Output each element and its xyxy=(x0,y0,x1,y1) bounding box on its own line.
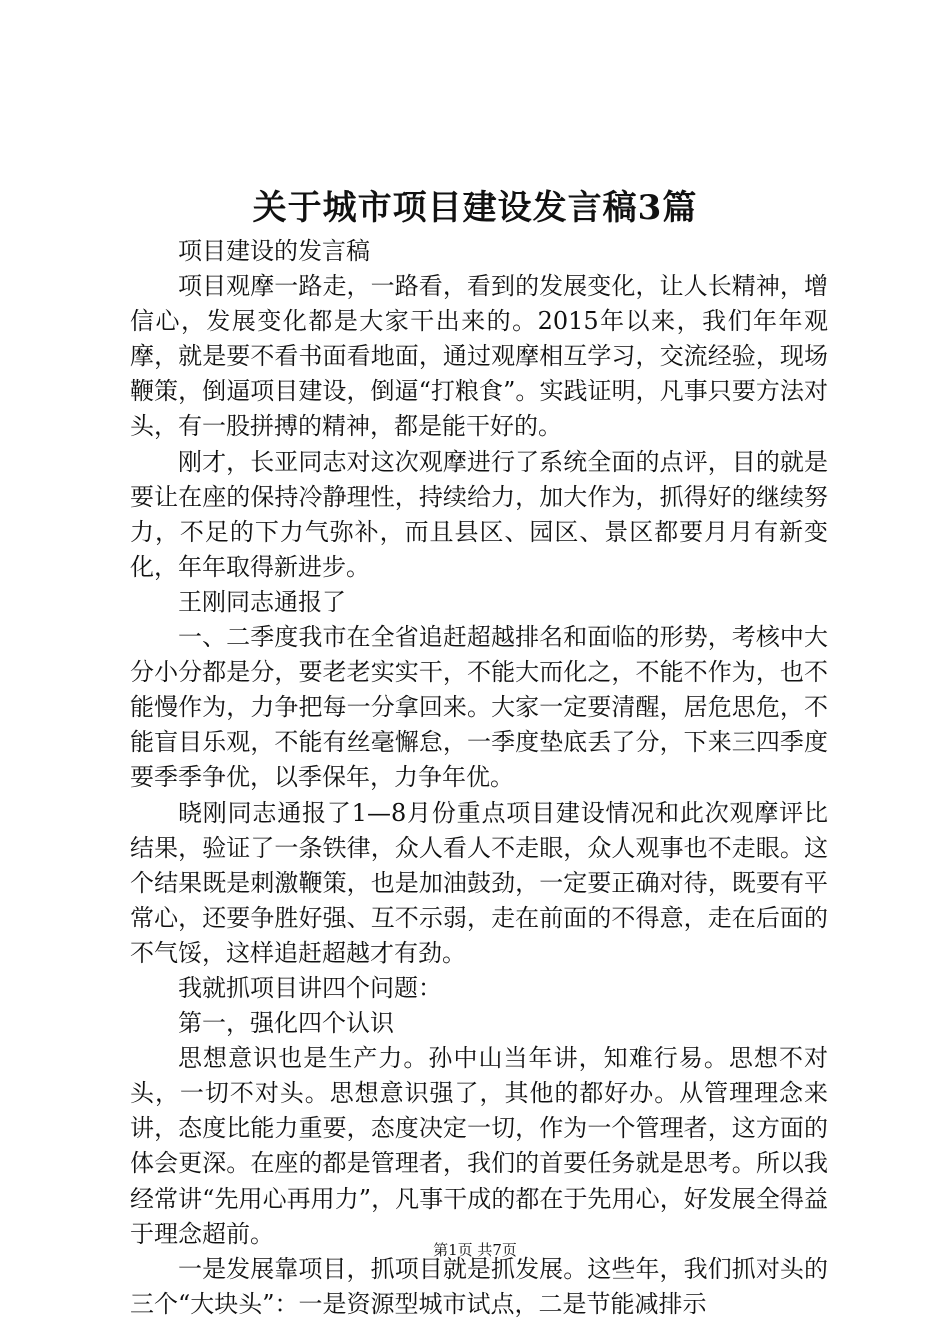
paragraph: 项目建设的发言稿 xyxy=(178,237,370,265)
paragraph: 思想意识也是生产力。孙中山当年讲，知难行易。思想不对头，一切不对头。思想意识强了，其他的都好办。从管理理念来讲，态度比能力重要，态度决定一切，作为一个管理者，这方面的体会更深。在座的都是管理者，我们的首要任务就是思考。所以我经常讲“先用心再用力”，凡事干成的都在于先用心，好发展全得益于理念超前。 xyxy=(130,1044,828,1248)
paragraph: 第一，强化四个认识 xyxy=(178,1009,394,1038)
document-body xyxy=(130,234,828,1322)
paragraph: 王刚同志通报了 xyxy=(178,587,346,616)
paragraph: 一、二季度我市在全省追赶超越排名和面临的形势，考核中大分小分都是分，要老老实实干，不能大而化之，不能不作为，也不能慢作为，力争把每一分拿回来。大家一定要清醒，居危思危，不能盲目乐观，不能有丝毫懈怠，一季度垫底丢了分，下来三四季度要季季争优，以季保年，力争年优。 xyxy=(130,623,828,792)
document-title: 关于城市项目建设发言稿3篇 xyxy=(252,188,698,228)
paragraph: 一是发展靠项目，抓项目就是抓发展。这些年，我们抓对头的三个“大块头”：一是资源型城市试点，二是节能减排示 xyxy=(130,1254,828,1318)
page-footer: 第1页 共7页 xyxy=(433,1241,517,1259)
paragraph: 我就抓项目讲四个问题： xyxy=(178,973,442,1002)
paragraph: 项目观摩一路走，一路看，看到的发展变化，让人长精神，增信心，发展变化都是大家干出来的。2015年以来，我们年年观摩，就是要不看书面看地面，通过观摩相互学习，交流经验，现场鞭策，倒逼项目建设，倒逼“打粮食”。实践证明，凡事只要方法对头，有一股拼搏的精神，都是能干好的。 xyxy=(130,272,828,441)
paragraph: 刚才，长亚同志对这次观摩进行了系统全面的点评，目的就是要让在座的保持冷静理性，持续给力，加大作为，抓得好的继续努力，不足的下力气弥补，而且县区、园区、景区都要月月有新变化，年年取得新进步。 xyxy=(130,447,828,581)
paragraph: 晓刚同志通报了1—8月份重点项目建设情况和此次观摩评比结果，验证了一条铁律，众人看人不走眼，众人观事也不走眼。这个结果既是刺激鞭策，也是加油鼓劲，一定要正确对待，既要有平常心，还要争胜好强、互不示弱，走在前面的不得意，走在后面的不气馁，这样追赶超越才有劲。 xyxy=(130,798,828,967)
